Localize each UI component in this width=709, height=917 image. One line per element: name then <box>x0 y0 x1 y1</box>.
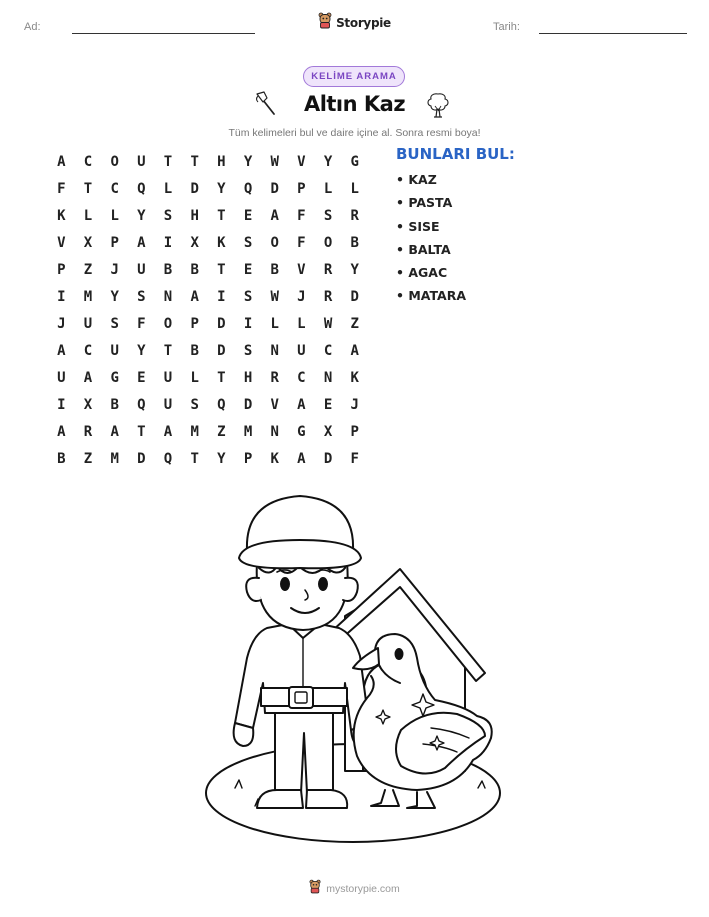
grid-letter: E <box>243 207 253 224</box>
grid-letter: P <box>297 180 306 197</box>
grid-letter: I <box>243 315 253 332</box>
grid-letter: J <box>57 315 66 332</box>
grid-letter: Q <box>217 396 226 413</box>
word-item: • AGAC <box>396 265 448 281</box>
grid-letter: J <box>110 261 119 278</box>
grid-letter: H <box>217 153 226 170</box>
grid-letter: T <box>217 207 226 224</box>
grid-letter: Y <box>217 180 226 197</box>
page-title: Altın Kaz <box>303 92 406 116</box>
boy-ear-right <box>343 578 358 601</box>
grid-letter: U <box>83 315 93 332</box>
grid-letter: T <box>190 450 199 467</box>
grid-letter: T <box>217 369 226 386</box>
footer <box>0 879 709 899</box>
grid-letter: U <box>163 369 173 386</box>
grid-letter: V <box>57 234 66 251</box>
grid-letter: S <box>243 288 253 305</box>
grid-letter: L <box>350 180 359 197</box>
grid-letter: L <box>323 180 333 197</box>
grid-letter: E <box>323 396 333 413</box>
grid-letter: U <box>163 396 173 413</box>
grid-letter: T <box>137 423 146 440</box>
grid-row <box>48 229 368 256</box>
grid-letter: D <box>243 396 253 413</box>
boy-shoe-left <box>257 790 303 808</box>
grid-letter: T <box>163 153 173 170</box>
grid-letter: B <box>57 450 66 467</box>
grid-letter: H <box>243 369 253 386</box>
grid-letter: F <box>297 234 306 251</box>
grid-letter: F <box>57 180 66 197</box>
grid-letter: D <box>217 342 226 359</box>
letter-grid <box>48 148 368 472</box>
grid-letter: G <box>350 153 359 170</box>
grid-letter: B <box>190 342 199 359</box>
grid-letter: P <box>243 450 253 467</box>
grid-letter: T <box>83 180 93 197</box>
grid-letter: P <box>350 423 359 440</box>
activity-badge: KELİME ARAMA <box>303 66 405 87</box>
grid-letter: L <box>163 180 173 197</box>
grid-letter: R <box>323 261 333 278</box>
grid-letter: V <box>297 153 306 170</box>
grid-letter: K <box>217 234 226 251</box>
coloring-illustration <box>195 488 515 848</box>
grid-letter: F <box>350 450 359 467</box>
grid-letter: D <box>350 288 359 305</box>
grid-letter: D <box>217 315 226 332</box>
grid-letter: H <box>190 207 199 224</box>
grid-letter: R <box>270 369 279 386</box>
grid-letter: A <box>297 396 306 413</box>
grid-letter: I <box>217 288 226 305</box>
grid-letter: C <box>297 369 306 386</box>
grid-letter: J <box>297 288 306 305</box>
grid-letter: F <box>137 315 146 332</box>
grid-letter: L <box>83 207 93 224</box>
grid-letter: J <box>350 396 359 413</box>
grid-letter: R <box>83 423 93 440</box>
grid-letter: Y <box>350 261 359 278</box>
grid-letter: K <box>57 207 66 224</box>
grid-letter: B <box>163 261 173 278</box>
grid-letter: Y <box>110 288 119 305</box>
grid-letter: Z <box>350 315 359 332</box>
grid-letter: S <box>243 234 253 251</box>
grid-letter: C <box>83 153 93 170</box>
grid-row <box>48 391 368 418</box>
word-item: • MATARA <box>396 288 467 304</box>
grid-letter: P <box>110 234 119 251</box>
grid-letter: Y <box>323 153 333 170</box>
grid-letter: S <box>190 396 199 413</box>
grid-letter: N <box>163 288 173 305</box>
grid-letter: M <box>110 450 119 467</box>
grid-letter: Z <box>83 450 93 467</box>
grid-row <box>48 283 368 310</box>
word-item: • SISE <box>396 218 440 234</box>
grid-letter: C <box>83 342 93 359</box>
grid-letter: K <box>270 450 279 467</box>
grid-letter: A <box>110 423 119 440</box>
grid-letter: A <box>297 450 306 467</box>
brand-name: Storypie <box>336 16 391 30</box>
grid-letter: Q <box>137 396 146 413</box>
word-list <box>396 170 466 310</box>
grid-letter: D <box>190 180 199 197</box>
grid-row <box>48 175 368 202</box>
date-label: Tarih: <box>493 21 520 33</box>
grid-letter: W <box>270 153 279 170</box>
grid-letter: O <box>270 234 279 251</box>
grid-letter: K <box>350 369 359 386</box>
grid-letter: Y <box>137 207 146 224</box>
grid-row <box>48 310 368 337</box>
grid-letter: E <box>243 261 253 278</box>
grid-letter: Y <box>217 450 226 467</box>
grid-letter: A <box>350 342 359 359</box>
grid-row <box>48 418 368 445</box>
grid-row <box>48 337 368 364</box>
grid-letter: G <box>110 369 119 386</box>
grid-letter: P <box>190 315 199 332</box>
grid-letter: U <box>137 261 146 278</box>
word-item: • PASTA <box>396 195 453 211</box>
grid-letter: Z <box>217 423 226 440</box>
grid-letter: W <box>270 288 279 305</box>
grid-letter: N <box>270 342 279 359</box>
boy-shoe-right <box>306 790 347 808</box>
grid-letter: Y <box>243 153 253 170</box>
grid-letter: I <box>57 288 66 305</box>
grid-letter: L <box>110 207 119 224</box>
grid-letter: U <box>57 369 66 386</box>
grid-letter: B <box>350 234 359 251</box>
grid-row <box>48 202 368 229</box>
brand-header <box>0 12 709 34</box>
grid-letter: Y <box>137 342 146 359</box>
grid-letter: F <box>297 207 306 224</box>
grid-letter: M <box>243 423 253 440</box>
grid-letter: W <box>323 315 333 332</box>
storypie-logo-icon <box>318 12 332 34</box>
grid-letter: D <box>323 450 333 467</box>
word-item: • KAZ <box>396 172 437 187</box>
grid-letter: X <box>83 234 93 251</box>
grid-letter: N <box>270 423 279 440</box>
grid-letter: S <box>110 315 119 332</box>
grid-letter: L <box>190 369 199 386</box>
word-item: • BALTA <box>396 241 451 257</box>
grid-letter: M <box>190 423 199 440</box>
grid-letter: B <box>270 261 279 278</box>
grid-letter: T <box>190 153 199 170</box>
grid-row <box>48 256 368 283</box>
grid-letter: Q <box>137 180 146 197</box>
grid-letter: M <box>83 288 93 305</box>
grid-letter: R <box>323 288 333 305</box>
grid-letter: X <box>323 423 333 440</box>
grid-row <box>48 148 368 175</box>
grid-letter: O <box>323 234 333 251</box>
grid-letter: A <box>163 423 173 440</box>
grid-row <box>48 364 368 391</box>
grid-letter: Z <box>83 261 93 278</box>
grid-letter: T <box>217 261 226 278</box>
grid-letter: R <box>350 207 359 224</box>
grid-letter: T <box>163 342 173 359</box>
grid-letter: U <box>110 342 119 359</box>
grid-letter: C <box>110 180 119 197</box>
grid-letter: U <box>137 153 146 170</box>
grid-letter: N <box>323 369 333 386</box>
instructions: Tüm kelimeleri bul ve daire içine al. Sonra resmi boya! <box>228 127 481 139</box>
grid-letter: I <box>163 234 173 251</box>
grid-letter: A <box>190 288 199 305</box>
grid-letter: B <box>190 261 199 278</box>
grid-letter: A <box>57 342 66 359</box>
boy-ear-left <box>246 578 261 601</box>
tree-icon <box>423 90 453 125</box>
grid-letter: Q <box>243 180 253 197</box>
grid-letter: U <box>297 342 306 359</box>
grid-letter: A <box>57 153 66 170</box>
grid-letter: V <box>270 396 279 413</box>
grid-letter: S <box>323 207 333 224</box>
find-title: BUNLARI BUL: <box>396 145 515 163</box>
grid-letter: E <box>137 369 146 386</box>
grid-letter: O <box>163 315 173 332</box>
name-label: Ad: <box>24 21 41 33</box>
grid-letter: P <box>57 261 66 278</box>
grid-letter: A <box>270 207 279 224</box>
grid-letter: A <box>57 423 66 440</box>
grid-letter: L <box>270 315 279 332</box>
grid-letter: X <box>190 234 199 251</box>
grid-letter: A <box>83 369 93 386</box>
grid-letter: O <box>110 153 119 170</box>
grid-row <box>48 445 368 472</box>
footer-url: mystorypie.com <box>326 883 400 895</box>
storypie-logo-icon <box>309 879 321 899</box>
grid-letter: L <box>297 315 306 332</box>
grid-letter: D <box>270 180 279 197</box>
grid-letter: X <box>83 396 93 413</box>
grid-letter: V <box>297 261 306 278</box>
grid-letter: C <box>323 342 333 359</box>
grid-letter: D <box>137 450 146 467</box>
grid-letter: Q <box>163 450 173 467</box>
grid-letter: B <box>110 396 119 413</box>
grid-letter: S <box>243 342 253 359</box>
grid-letter: S <box>163 207 173 224</box>
grid-letter: A <box>137 234 146 251</box>
grid-letter: S <box>137 288 146 305</box>
grid-letter: G <box>297 423 306 440</box>
grid-letter: I <box>57 396 66 413</box>
